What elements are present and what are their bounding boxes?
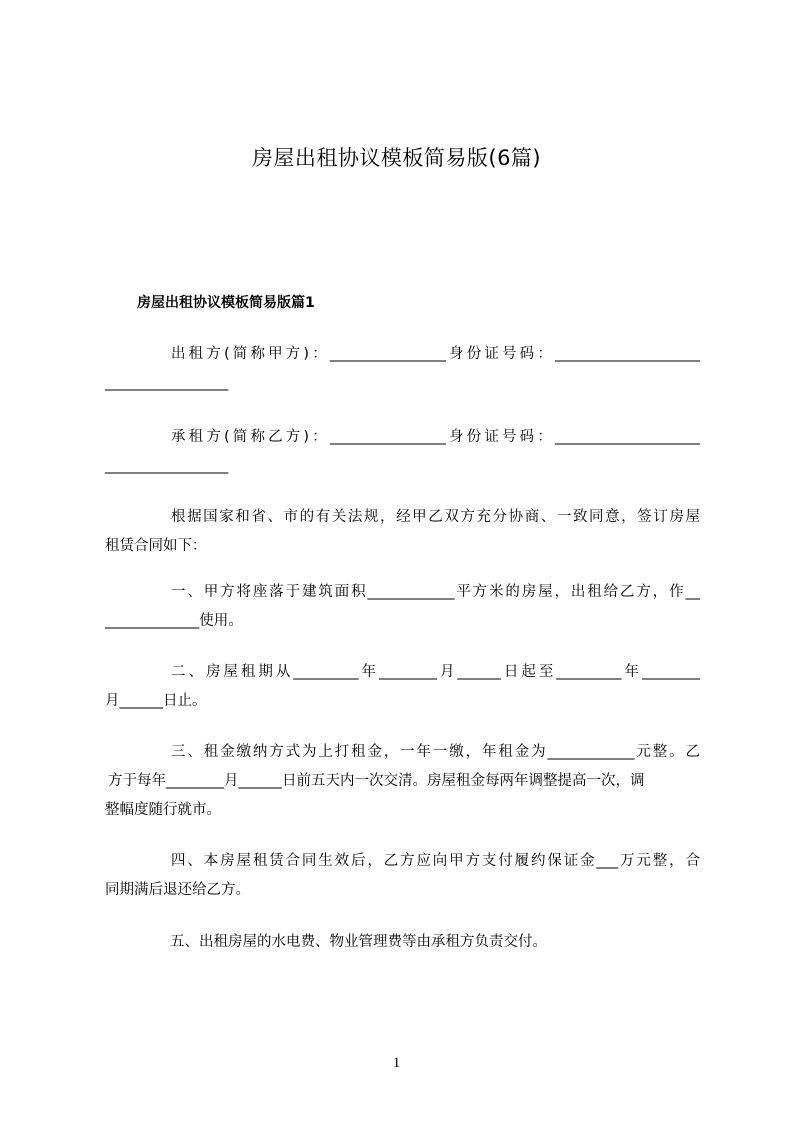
paragraph-line: 四、本房屋租赁合同生效后，乙方应向甲方支付履约保证金___万元整，合 <box>171 853 700 869</box>
paragraph-line: 一、甲方将座落于建筑面积____________平方米的房屋，出租给乙方，作__ <box>171 584 700 600</box>
page-number: 1 <box>392 1055 401 1071</box>
paragraph-line: 根据国家和省、市的有关法规，经甲乙双方充分协商、一致同意，签订房屋 <box>171 509 700 525</box>
paragraph-line: 五、出租房屋的水电费、物业管理费等由承租方负责交付。 <box>170 934 547 950</box>
paragraph-line: 三、租金缴纳方式为上打租金，一年一缴，年租金为____________元整。乙 <box>171 744 700 760</box>
paragraph-line: 同期满后退还给乙方。 <box>105 882 250 898</box>
paragraph-line: 方于每年________月______日前五天内一次交清。房屋租金每两年调整提高一次，调 <box>108 773 645 789</box>
paragraph-line: 租赁合同如下： <box>105 538 207 554</box>
paragraph-line: 整幅度随行就市。 <box>105 802 221 818</box>
section-heading: 房屋出租协议模板简易版篇1 <box>137 295 315 311</box>
paragraph-line: _________________ <box>105 375 229 391</box>
paragraph-line: _____________使用。 <box>105 613 243 629</box>
paragraph-line: 出租方(简称甲方)：________________身份证号码：____________________ <box>171 346 700 362</box>
paragraph-line: _________________ <box>105 458 229 474</box>
document-title: 房屋出租协议模板简易版(6篇) <box>251 146 542 170</box>
paragraph-line: 月______日止。 <box>105 693 207 709</box>
paragraph-line: 承租方(简称乙方)：________________身份证号码：____________________ <box>171 429 700 445</box>
paragraph-line: 二、房屋租期从_________年________月______日起至_________年________ <box>171 664 700 680</box>
